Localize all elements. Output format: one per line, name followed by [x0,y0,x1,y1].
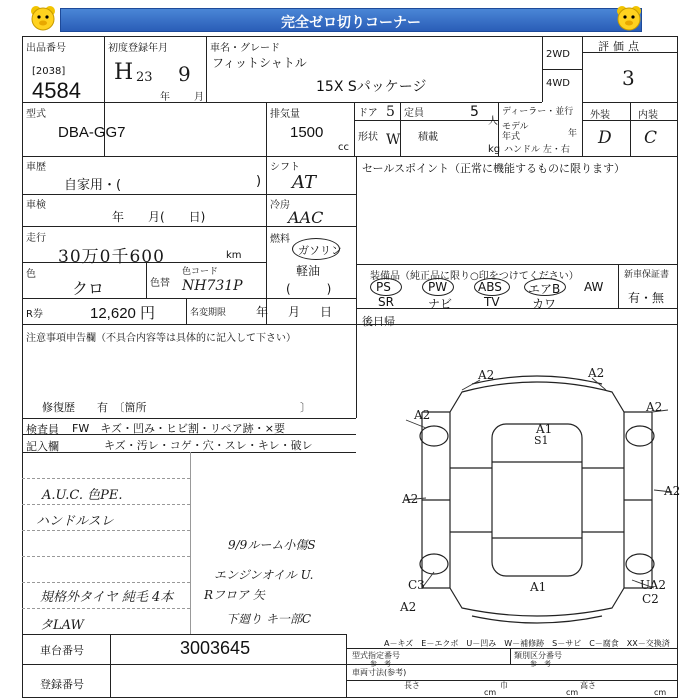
note-line-2: ハンドルスレ [36,514,114,529]
record-label: 記入欄 [26,440,59,453]
warranty-value: 有・無 [628,291,665,305]
model-value: DBA-GG7 [58,124,126,141]
damage-legend: A－キズ E－エクボ U－凹み W－補修跡 S－サビ C－腐食 XX－交換済 [384,639,670,648]
repair-close: 〕 [300,401,311,414]
history-label: 車歴 [26,162,46,173]
inspector-label: 検査員 [26,423,59,436]
capacity-label: 定員 [404,108,424,119]
mark-a2-left-door: A2 [402,492,419,506]
size-label: 車両寸法(参考) [352,668,407,677]
color-code-label: 色コード [182,267,219,277]
grade: 15X Sパッケージ [316,79,427,95]
mileage-unit: km [226,250,242,261]
class-label: 類別区分番号 [514,651,562,660]
fuel-value: ガソリン [298,244,342,257]
mileage-label: 走行 [26,233,46,244]
inspection-label: 車検 [26,200,46,211]
mark-a2-left-fender: A2 [414,408,431,422]
mark-c2-rear-right: C2 [642,592,659,606]
reg-label: 登録番号 [40,678,84,691]
first-reg-month-unit: 月 [194,92,204,103]
doors-value: 5 [386,104,395,120]
fuel-paren: ( ) [286,282,332,296]
equip-navi: ナビ [428,297,453,311]
score-value: 3 [622,66,635,90]
equip-tv: TV [484,295,500,309]
mark-a2-right-fender: A2 [646,400,663,414]
displacement-label: 排気量 [270,109,300,120]
equip-abs-circle [474,278,510,296]
ac-value: AAC [288,208,324,227]
interior-label: 内装 [638,110,658,121]
spec-ref-label: 参 考 [370,660,391,668]
equip-ps-circle [370,278,402,296]
inspection-value: 年 月( 日) [112,210,206,224]
model-year-label: モデル年式 [502,122,529,142]
shift-label: シフト [270,162,300,173]
first-reg-year-unit: 年 [160,92,170,103]
fuel-alt: 軽油 [296,264,321,278]
first-reg-year: 23 [136,70,153,85]
length-label: 長さ [404,681,420,690]
equip-aw: AW [584,280,604,294]
mark-a2-front-right: A2 [588,366,605,380]
shift-value: AT [292,172,317,193]
warranty-label: 新車保証書 [624,270,670,280]
height-unit: cm [654,688,667,697]
banner [0,0,700,38]
sales-label: セールスポイント（正常に機能するものに限ります） [362,162,626,175]
interior-score: C [644,128,658,148]
score-label: 評価点 [598,40,643,53]
lot-number: 4584 [32,78,81,103]
exterior-score: D [598,128,612,148]
first-reg-month: 9 [178,62,191,86]
equip-label: 装備品（純正品に限り○印をつけてください） [370,271,579,282]
fuel-label: 燃料 [270,234,290,245]
equip-airbag-circle [524,278,566,296]
color-value: クロ [72,279,105,298]
model-label: 型式 [26,109,46,120]
color-label: 色 [26,269,36,280]
load-unit: kg [488,144,501,155]
lot-sub: [2038] [32,66,66,77]
class-ref-label: 参 考 [530,660,551,668]
displacement-unit: cc [338,142,349,153]
car-name: フィットシャトル [212,56,307,70]
equip-ps: PS [376,280,391,294]
history-value: 自家用・( [64,178,122,193]
displacement-value: 1500 [290,124,324,141]
capacity-value: 5 [470,104,479,120]
banner-title: 完全ゼロ切りコーナー [281,15,421,31]
spec-label: 型式指定番号 [352,651,400,660]
mark-a2-front-left: A2 [478,368,495,382]
mark-c3-rear-left: C3 [408,578,425,592]
equip-pw-circle [422,278,454,296]
ac-label: 冷房 [270,200,290,211]
name-label: 車名・グレード [210,43,280,54]
note-line-7: 下廻り キ一部C [226,612,311,626]
note-line-3: 9/9ルーム小傷S [228,538,316,552]
capacity-unit: 人 [488,116,498,127]
recycle-label: R券 [26,309,43,320]
note-line-1: A.U.C. 色PE. [42,488,123,503]
name-change-value: 年 月 日 [256,305,337,319]
handle-label: ハンドル 左・右 [504,145,570,155]
shape-label: 形状 [358,132,378,143]
note-line-6: 規格外タイヤ 純毛 4本 [40,590,174,605]
equip-sr: SR [378,295,394,309]
dealer-label: ディーラー・並行 [502,107,574,117]
mascot-right-icon [614,4,644,34]
drive-4wd: 4WD [546,78,570,89]
mark-a2-rear-left: A2 [400,600,417,614]
note-label: 注意事項申告欄（不具合内容等は具体的に記入して下さい） [26,333,296,344]
drive-2wd: 2WD [546,49,570,60]
color-change-label: 色替 [150,278,170,289]
post-label: 後日帰 [362,315,395,328]
mark-a1-trunk: A1 [530,580,547,594]
load-label: 積載 [418,132,438,143]
mark-a2-right-door: A2 [664,484,681,498]
model-year-unit: 年 [568,129,578,139]
doors-label: ドア [358,108,378,119]
mark-a1-hood: A1 [536,422,553,436]
length-unit: cm [484,688,497,697]
height-label: 高さ [580,681,596,690]
width-unit: cm [566,688,579,697]
first-reg-era: H [114,60,134,85]
history-close: ) [256,174,262,189]
name-change-label: 名変期限 [190,308,227,318]
note-line-5: Rフロア 矢 [204,588,265,602]
equip-leather: カワ [532,297,557,311]
mark-ua2-rear-right: UA2 [640,578,667,592]
note-line-4: エンジンオイル U. [214,568,314,582]
equip-pw: PW [428,280,448,294]
width-label: 巾 [500,681,508,690]
mileage-value: 30万0千600 [58,247,165,267]
mark-s1-hood: S1 [534,434,549,447]
banner-bar [60,8,642,32]
inspector-row: FW キズ・凹み・ヒビ割・リペア跡・×要 [72,422,285,435]
recycle-value: 12,620 円 [90,305,156,322]
first-reg-label: 初度登録年月 [108,43,168,54]
exterior-label: 外装 [590,110,610,121]
record-row: キズ・汚レ・コゲ・穴・スレ・キレ・破レ [104,439,313,452]
lot-label: 出品番号 [26,43,66,54]
chassis-label: 車台番号 [40,644,84,657]
note-line-8: タLAW [40,618,84,633]
mascot-left-icon [28,4,58,34]
equip-abs: ABS [478,280,502,294]
equip-airbag: エアB [528,282,561,296]
chassis-value: 3003645 [180,638,251,658]
repair-label: 修復歴 有 〔箇所 [42,401,147,414]
color-code-value: NH731P [182,278,243,294]
shape-value: W [386,132,401,148]
